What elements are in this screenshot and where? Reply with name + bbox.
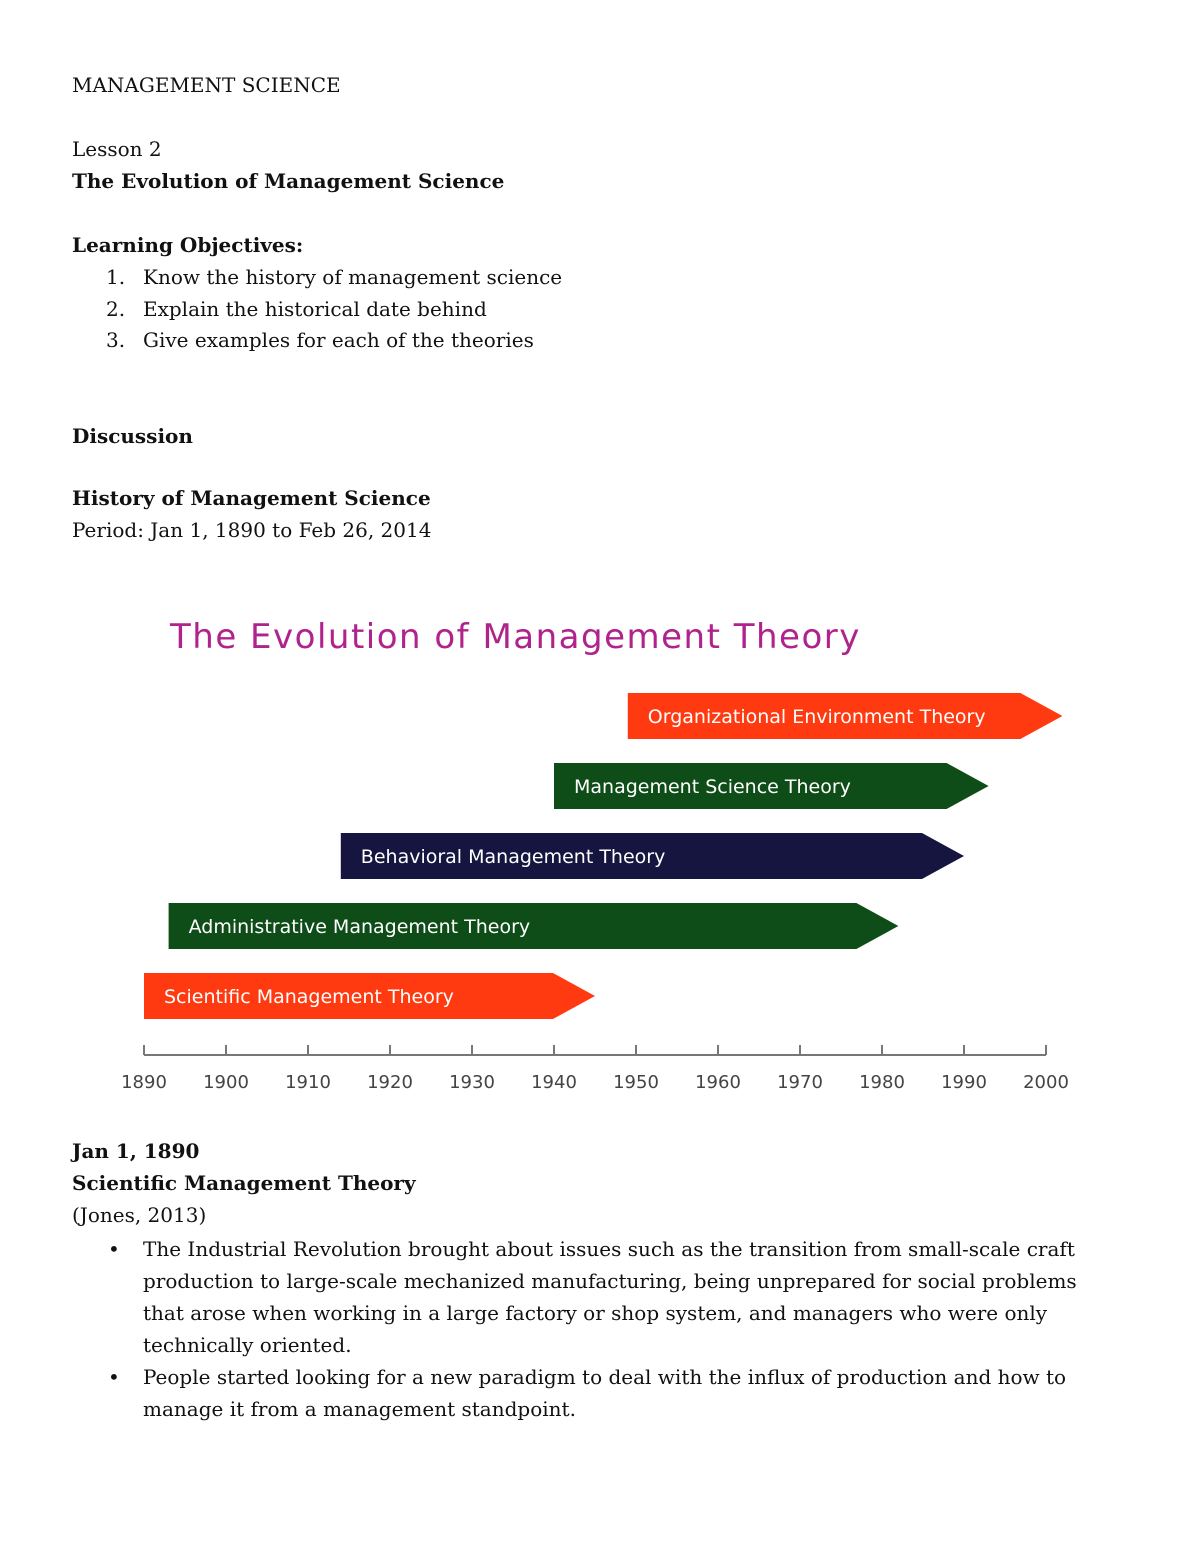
- discussion-heading: Discussion: [72, 424, 193, 448]
- objective-number: 1.: [106, 265, 126, 289]
- axis-tick-label: 1960: [695, 1072, 741, 1093]
- objective-item: Know the history of management science: [143, 265, 563, 289]
- timeline-bar-label: Scientific Management Theory: [164, 986, 454, 1008]
- timeline-figure: [100, 600, 1120, 1100]
- figure-title: The Evolution of Management Theory: [170, 617, 861, 657]
- lesson-title: The Evolution of Management Science: [72, 169, 505, 193]
- course-heading: MANAGEMENT SCIENCE: [72, 73, 341, 97]
- history-title: History of Management Science: [72, 486, 431, 510]
- axis-tick-label: 2000: [1023, 1072, 1069, 1093]
- objective-number: 3.: [106, 328, 126, 352]
- axis-tick-label: 1890: [121, 1072, 167, 1093]
- timeline-bar-label: Management Science Theory: [574, 776, 851, 798]
- timeline-bars: [144, 693, 1062, 1019]
- axis-tick-label: 1980: [859, 1072, 905, 1093]
- objective-number: 2.: [106, 297, 126, 321]
- section-title: Scientific Management Theory: [72, 1171, 416, 1195]
- bullet-marker: •: [108, 1237, 120, 1261]
- objective-item: Explain the historical date behind: [143, 297, 487, 321]
- axis-tick-label: 1940: [531, 1072, 577, 1093]
- timeline-bar-label: Administrative Management Theory: [188, 916, 531, 938]
- axis-tick-label: 1920: [367, 1072, 413, 1093]
- axis-tick-label: 1950: [613, 1072, 659, 1093]
- axis-tick-label: 1930: [449, 1072, 495, 1093]
- axis-tick-label: 1990: [941, 1072, 987, 1093]
- objectives-heading: Learning Objectives:: [72, 233, 304, 257]
- timeline-bar-label: Organizational Environment Theory: [647, 706, 986, 728]
- axis-tick-label: 1900: [203, 1072, 249, 1093]
- lesson-number: Lesson 2: [72, 137, 162, 161]
- bullet-paragraph: People started looking for a new paradigm to deal with the influx of production and how to manage it from a management standpoint.: [143, 1365, 1067, 1421]
- objective-item: Give examples for each of the theories: [143, 328, 534, 352]
- bullet-paragraph: The Industrial Revolution brought about issues such as the transition from small-scale craft production to large-scale mechanized manufacturing, being unprepared for social problems that arose when working in a large factory or shop system, and managers who were only technically oriented.: [143, 1237, 1077, 1357]
- axis-tick-label: 1970: [777, 1072, 823, 1093]
- section-citation: (Jones, 2013): [72, 1203, 207, 1227]
- history-period: Period: Jan 1, 1890 to Feb 26, 2014: [72, 518, 432, 542]
- section-date: Jan 1, 1890: [72, 1139, 200, 1163]
- axis-tick-label: 1910: [285, 1072, 331, 1093]
- bullet-marker: •: [108, 1365, 120, 1389]
- timeline-bar-label: Behavioral Management Theory: [360, 846, 666, 868]
- timeline-axis: [121, 1045, 1069, 1093]
